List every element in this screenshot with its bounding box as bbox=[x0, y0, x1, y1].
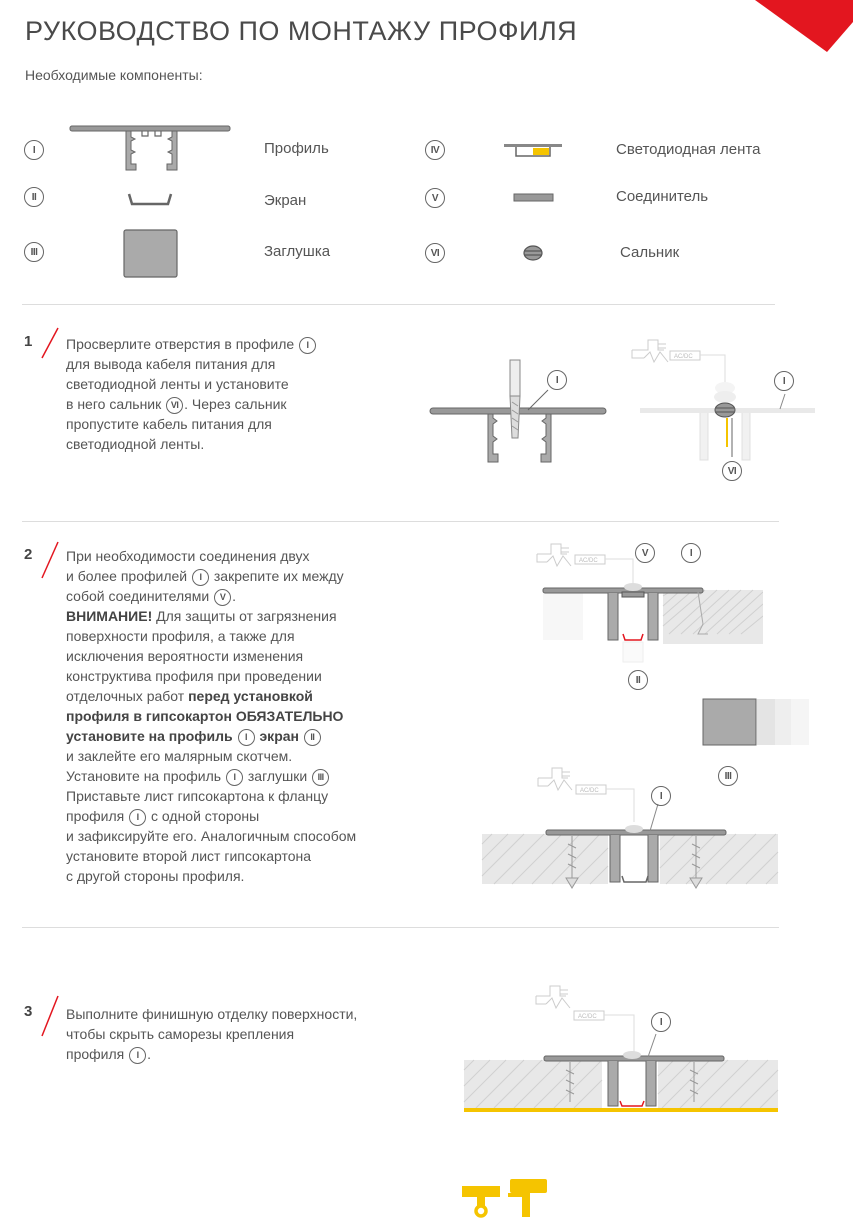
step-line bbox=[66, 726, 356, 746]
step-slash-mark bbox=[38, 326, 62, 365]
numeral-badge: II bbox=[24, 187, 44, 207]
svg-text:AC/DC: AC/DC bbox=[578, 1014, 597, 1020]
step-line bbox=[66, 646, 356, 666]
numeral-badge: I bbox=[299, 337, 316, 354]
connector-icon bbox=[513, 193, 555, 203]
step-number: 1 bbox=[24, 333, 33, 350]
numeral-badge: I bbox=[24, 140, 44, 160]
diffuser-screen-icon bbox=[125, 192, 175, 210]
step-line bbox=[66, 1004, 357, 1024]
step-text-segment: Для защиты от загрязнения bbox=[152, 608, 337, 624]
step-text-segment: . Через сальник bbox=[184, 396, 287, 412]
step-3-finish-diagram bbox=[462, 978, 782, 1123]
step-line bbox=[66, 566, 356, 586]
step-1-drill-diagram bbox=[428, 338, 618, 473]
step-text-segment: Просверлите отверстия в профиле bbox=[66, 336, 299, 352]
svg-text:AC/DC: AC/DC bbox=[579, 558, 598, 564]
svg-text:AC/DC: AC/DC bbox=[580, 788, 599, 794]
step-instructions bbox=[66, 1004, 357, 1064]
step-text-segment: Установите на профиль bbox=[66, 768, 225, 784]
step-line bbox=[66, 434, 317, 454]
step-text-segment: закрепите их между bbox=[210, 568, 344, 584]
step-line bbox=[66, 866, 356, 886]
step-2-drywall-diagram bbox=[480, 760, 780, 915]
step-text-segment: и более профилей bbox=[66, 568, 191, 584]
step-slash-mark bbox=[38, 540, 62, 585]
step-line bbox=[66, 394, 317, 414]
step-text-segment: профиля bbox=[66, 808, 129, 824]
numeral-badge: I bbox=[651, 786, 671, 806]
step-text-segment: светодиодной ленты и установите bbox=[66, 376, 289, 392]
profile-icon bbox=[68, 124, 233, 174]
step-line bbox=[66, 826, 356, 846]
step-text-segment: При необходимости соединения двух bbox=[66, 548, 310, 564]
step-text-segment: светодиодной ленты. bbox=[66, 436, 205, 452]
section-divider bbox=[22, 927, 779, 928]
numeral-badge: V bbox=[214, 589, 231, 606]
component-label: Светодиодная лента bbox=[616, 141, 761, 158]
step-text-segment: с одной стороны bbox=[147, 808, 260, 824]
step-text-segment: . bbox=[232, 588, 236, 604]
step-text-segment: установите второй лист гипсокартона bbox=[66, 848, 312, 864]
step-text-segment: Выполните финишную отделку поверхности, bbox=[66, 1006, 358, 1022]
step-text-segment: с другой стороны профиля. bbox=[66, 868, 245, 884]
numeral-badge: III bbox=[718, 766, 738, 786]
step-line bbox=[66, 766, 356, 786]
step-line bbox=[66, 414, 317, 434]
step-line bbox=[66, 706, 356, 726]
step-text-bold: установите на профиль bbox=[66, 728, 233, 744]
step-text-segment: исключения вероятности изменения bbox=[66, 648, 304, 664]
numeral-badge: I bbox=[547, 370, 567, 390]
step-line bbox=[66, 586, 356, 606]
step-text-segment: . bbox=[147, 1046, 152, 1062]
step-text-segment: собой соединителями bbox=[66, 588, 214, 604]
step-slash-mark bbox=[38, 994, 62, 1043]
numeral-badge: V bbox=[425, 188, 445, 208]
numeral-badge: V bbox=[635, 543, 655, 563]
numeral-badge: I bbox=[681, 543, 701, 563]
step-instructions bbox=[66, 546, 356, 886]
step-text-bold: ВНИМАНИЕ! bbox=[66, 608, 153, 624]
numeral-badge: IV bbox=[425, 140, 445, 160]
step-text-segment: заглушки bbox=[243, 768, 312, 784]
numeral-badge: I bbox=[226, 769, 243, 786]
step-line bbox=[66, 746, 356, 766]
step-text-segment: для вывода кабеля питания для bbox=[66, 356, 276, 372]
step-1-gland-diagram bbox=[630, 322, 820, 477]
corner-accent bbox=[755, 0, 853, 60]
component-label: Экран bbox=[264, 192, 307, 209]
numeral-badge: I bbox=[238, 729, 255, 746]
section-divider bbox=[22, 521, 779, 522]
step-text-bold: экран bbox=[259, 728, 299, 744]
step-line bbox=[66, 846, 356, 866]
page-title: РУКОВОДСТВО ПО МОНТАЖУ ПРОФИЛЯ bbox=[25, 16, 578, 46]
numeral-badge: VI bbox=[425, 243, 445, 263]
svg-text:AC/DC: AC/DC bbox=[674, 354, 693, 360]
components-heading: Необходимые компоненты: bbox=[25, 67, 203, 83]
step-line bbox=[66, 374, 317, 394]
step-text-segment: в него сальник bbox=[66, 396, 166, 412]
step-text-segment: и зафиксируйте его. Аналогичным способом bbox=[66, 828, 357, 844]
numeral-badge: III bbox=[24, 242, 44, 262]
led-strip-icon bbox=[502, 141, 564, 161]
step-line bbox=[66, 786, 356, 806]
numeral-badge: VI bbox=[722, 461, 742, 481]
step-line bbox=[66, 546, 356, 566]
step-line bbox=[66, 1044, 357, 1064]
step-number: 2 bbox=[24, 546, 33, 563]
step-text-segment: и заклейте его малярным скотчем. bbox=[66, 748, 293, 764]
step-line bbox=[66, 606, 356, 626]
step-text-segment bbox=[299, 728, 303, 744]
step-text-segment: пропустите кабель питания для bbox=[66, 416, 272, 432]
step-text-bold: перед установкой bbox=[188, 688, 313, 704]
numeral-badge: I bbox=[651, 1012, 671, 1032]
numeral-badge: III bbox=[312, 769, 329, 786]
step-text-segment: профиля bbox=[66, 1046, 129, 1062]
step-line bbox=[66, 686, 356, 706]
numeral-badge: VI bbox=[166, 397, 183, 414]
step-line bbox=[66, 334, 317, 354]
step-text-segment: чтобы скрыть саморезы крепления bbox=[66, 1026, 295, 1042]
end-cap-icon bbox=[123, 229, 179, 279]
step-text-segment: поверхности профиля, а также для bbox=[66, 628, 295, 644]
step-text-segment: отделочных работ bbox=[66, 688, 189, 704]
step-line bbox=[66, 626, 356, 646]
component-label: Заглушка bbox=[264, 243, 331, 260]
section-divider bbox=[22, 304, 775, 305]
step-line bbox=[66, 354, 317, 374]
step-text-segment: Приставьте лист гипсокартона к фланцу bbox=[66, 788, 329, 804]
step-line bbox=[66, 1024, 357, 1044]
step-instructions bbox=[66, 334, 317, 454]
numeral-badge: II bbox=[628, 670, 648, 690]
numeral-badge: I bbox=[129, 809, 146, 826]
numeral-badge: I bbox=[129, 1047, 146, 1064]
component-label: Соединитель bbox=[616, 188, 709, 205]
numeral-badge: I bbox=[774, 371, 794, 391]
paint-roller-icon bbox=[460, 1176, 548, 1225]
component-label: Сальник bbox=[620, 244, 680, 261]
step-number: 3 bbox=[24, 1003, 33, 1020]
step-line bbox=[66, 666, 356, 686]
step-2-end-cap-diagram bbox=[701, 697, 811, 754]
component-label: Профиль bbox=[264, 140, 329, 157]
step-text-segment bbox=[233, 728, 237, 744]
numeral-badge: I bbox=[192, 569, 209, 586]
step-line bbox=[66, 806, 356, 826]
numeral-badge: II bbox=[304, 729, 321, 746]
step-text-segment: конструктива профиля при проведении bbox=[66, 668, 322, 684]
step-text-bold: профиля в гипсокартон ОБЯЗАТЕЛЬНО bbox=[66, 708, 344, 724]
cable-gland-icon bbox=[522, 244, 544, 262]
